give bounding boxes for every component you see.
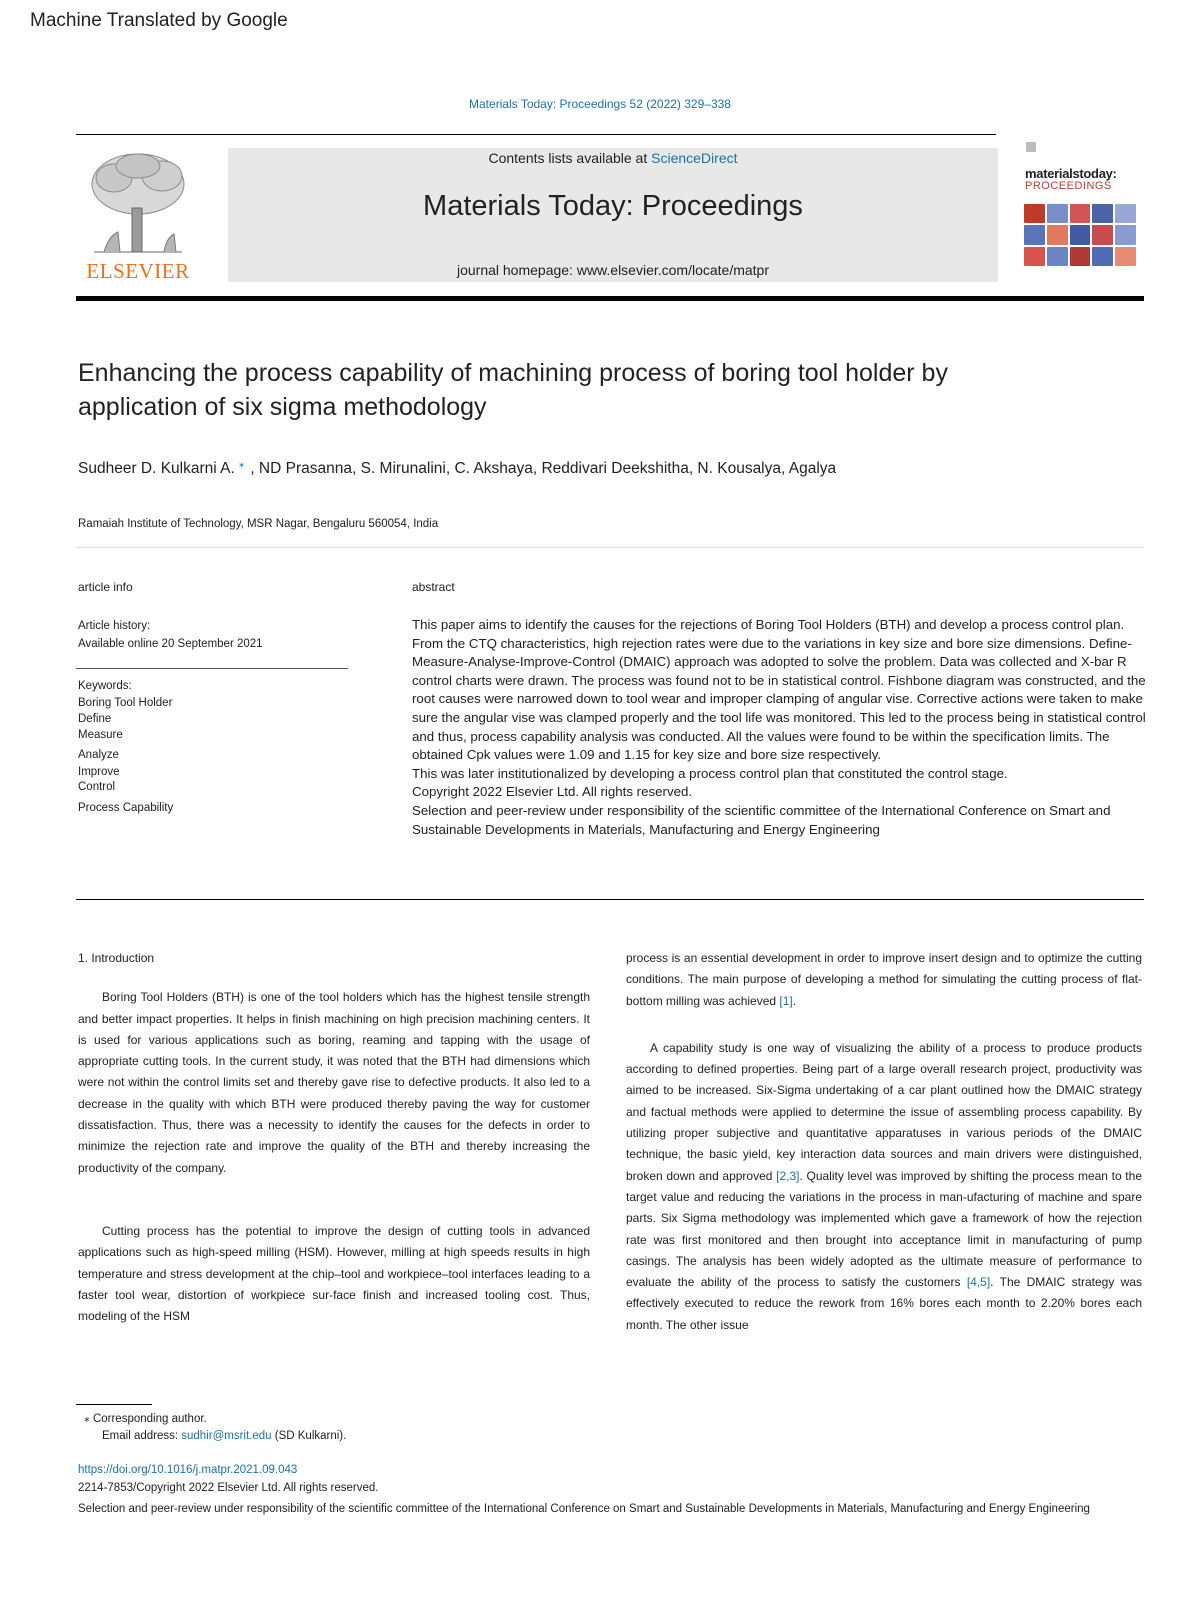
sciencedirect-link[interactable]: ScienceDirect	[651, 150, 738, 166]
journal-header-box	[228, 148, 998, 282]
cover-title: materialstoday:	[1025, 166, 1117, 181]
affiliation: Ramaiah Institute of Technology, MSR Nagar, Bengaluru 560054, India	[78, 518, 439, 530]
keyword: Measure	[78, 729, 123, 741]
article-history-value: Available online 20 September 2021	[78, 638, 263, 650]
article-info-divider	[76, 668, 348, 669]
contents-line	[228, 150, 998, 166]
section-heading: 1. Introduction	[78, 951, 155, 965]
keyword: Define	[78, 713, 112, 725]
cover-tile	[1070, 247, 1091, 266]
body-text: A capability study is one way of visualizing the ability of a process to produce products according to defined properties. Being part of a large overall research project, productivity was aimed to be increased. Six-Sigma undertaking of a car plant outlined how the DMAIC strategy and factual methods were applied to determine the issue of assembling process capability. By utilizing proper subjective and quantitative apparatuses in various periods of the DMAIC technique, the basic yield, key interaction data sources and main drivers were distinguished, broken down and approved	[626, 1040, 1142, 1183]
corresponding-author-mark[interactable]: ⁎	[238, 458, 245, 470]
cover-tile	[1115, 225, 1136, 244]
cover-tile	[1024, 247, 1045, 266]
journal-citation-link[interactable]: Materials Today: Proceedings 52 (2022) 329–338	[469, 97, 731, 111]
email-label: Email address:	[102, 1430, 182, 1442]
body-text: .	[792, 993, 797, 1008]
footnote-rule	[76, 1404, 152, 1405]
abstract-body	[412, 616, 1150, 839]
body-paragraph: Cutting process has the potential to improve the design of cutting tools in advanced applications such as high-speed milling (HSM). However, milling at high speeds results in high temperature and stress development at the chip–tool and workpiece–tool interfaces leading to a faster tool wear, distortion of workpiece sur-face finish and increased tooling cost. Thus, modeling of the HSM	[78, 1223, 590, 1324]
journal-title: Materials Today: Proceedings	[423, 190, 803, 222]
abstract-paragraph: This paper aims to identify the causes for the rejections of Boring Tool Holders (BTH) and develop a process control plan. From the CTQ characteristics, high rejection rates were due to the variations in key size and bore size dimensions. Define-Measure-Analyse-Improve-Control (DMAIC) approach was adopted to solve the problem. Data was collected and X-bar R control charts were drawn. The process was found not to be in statistical control. Fishbone diagram was constructed, and the root causes were narrowed down to tool wear and improper clamping of angular vise. Corrective actions were taken to make sure the angular vise was clamped properly and the tool life was monitored. This led to the process being in statistical control and thus, process capability analysis was conducted. All the values were found to be within the specification limits. The obtained Cpk values were 1.09 and 1.15 for key size and bore size respectively.	[412, 617, 1146, 763]
body-paragraph	[626, 948, 1142, 1012]
cover-tile	[1070, 204, 1091, 223]
cover-tile	[1092, 247, 1113, 266]
corresponding-author-note: ⁎ Corresponding author.	[84, 1413, 207, 1425]
body-text: process is an essential development in order to improve insert design and to optimize the cutting conditions. The main purpose of developing a method for simulating the cutting process of flat-bottom milling was achieved	[626, 951, 1142, 1008]
abstract-divider	[76, 899, 1144, 900]
cover-tile	[1047, 204, 1068, 223]
keyword: Control	[78, 781, 116, 793]
email-suffix: (SD Kulkarni).	[271, 1430, 347, 1442]
keyword: Process Capability	[78, 802, 174, 814]
body-column-left	[78, 948, 590, 1369]
body-text: . Quality level was improved by shifting the process mean to the target value and reducing the variations in the process in man-ufacturing of machine and spare parts. Six Sigma methodology was implemented which gave a framework of how the rejection rate was first monitored and then brought into acceptance limit in manufacturing of pump casings. The analysis has been widely adopted as the ultimate measure of performance to evaluate the ability of the process to satisfy the customers	[626, 1168, 1142, 1290]
header-top-rule	[76, 134, 996, 135]
cover-tile	[1115, 204, 1136, 223]
header-bottom-rule	[76, 296, 1144, 301]
body-paragraph	[626, 1038, 1142, 1336]
cover-mosaic	[1024, 204, 1136, 266]
cover-tile	[1092, 225, 1113, 244]
affiliation-divider	[76, 547, 1144, 548]
cover-tile	[1047, 247, 1068, 266]
keyword: Analyze	[78, 749, 119, 761]
article-history-label: Article history:	[78, 620, 151, 632]
email-link[interactable]: sudhir@msrit.edu	[181, 1430, 272, 1442]
cover-tile	[1047, 225, 1068, 244]
abstract-heading: abstract	[412, 580, 455, 594]
cover-tile	[1024, 225, 1045, 244]
citation-link[interactable]: [4,5]	[966, 1275, 991, 1290]
abstract-copyright: Copyright 2022 Elsevier Ltd. All rights reserved.	[412, 784, 693, 800]
first-author[interactable]: Sudheer D. Kulkarni A.	[78, 460, 235, 478]
body-text: . The DMAIC strategy was effectively executed to reduce the rework from 16% bores each month to 2.20% bores each month. The other issue	[626, 1275, 1142, 1332]
cover-tile	[1115, 247, 1136, 266]
article-info-heading: article info	[78, 580, 133, 594]
citation-link[interactable]: [2,3]	[776, 1168, 800, 1183]
elsevier-tree-icon	[74, 148, 202, 256]
keyword: Boring Tool Holder	[78, 697, 173, 709]
contents-prefix: Contents lists available at	[488, 150, 652, 166]
cover-subtitle: PROCEEDINGS	[1025, 180, 1112, 192]
body-paragraph: Boring Tool Holders (BTH) is one of the tool holders which has the highest tensile strength and better impact properties. It helps in finish machining on high precision machining centers. It is used for various applications such as boring, reaming and tapping with the usage of appropriate cutting tools. In the current study, it was noted that the BTH had dimensions which were not within the control limits set and thereby gave rise to defective products. It also led to a decrease in the quality with which BTH were produced thereby paving the way for customer dissatisfaction. Thus, there was a necessity to identify the causes for the defects in order to minimize the rejection rate and improve the quality of the BTH and thereby increasing the productivity of the company.	[78, 990, 590, 1175]
elsevier-wordmark: ELSEVIER	[86, 259, 190, 283]
article-title: Enhancing the process capability of machining process of boring tool holder by application of six sigma methodology	[78, 359, 948, 421]
cover-tile	[1024, 204, 1045, 223]
elsevier-logo[interactable]	[74, 148, 202, 284]
cover-tile	[1070, 225, 1091, 244]
journal-cover-image[interactable]	[1018, 136, 1144, 282]
other-authors: , ND Prasanna, S. Mirunalini, C. Akshaya, Reddivari Deekshitha, N. Kousalya, Agalya	[250, 460, 837, 478]
footer-selection-note: Selection and peer-review under responsibility of the scientific committee of the International Conference on Smart and Sustainable Developments in Materials, Manufacturing and Energy Engineering	[78, 1503, 1090, 1515]
doi-link[interactable]: https://doi.org/10.1016/j.matpr.2021.09.043	[78, 1464, 298, 1476]
abstract-selection-note: Selection and peer-review under responsibility of the scientific committee of the International Conference on Smart and Sustainable Developments in Materials, Manufacturing and Energy Engineering	[412, 802, 1111, 837]
translation-banner: Machine Translated by Google	[30, 10, 288, 31]
mini-elsevier-icon	[1024, 140, 1038, 154]
citation-link[interactable]: [1]	[779, 993, 793, 1008]
cover-tile	[1092, 204, 1113, 223]
issn-copyright: 2214-7853/Copyright 2022 Elsevier Ltd. All rights reserved.	[78, 1482, 379, 1494]
journal-homepage[interactable]: journal homepage: www.elsevier.com/locate/matpr	[456, 262, 770, 278]
keyword: Improve	[78, 766, 120, 778]
abstract-paragraph: This was later institutionalized by developing a process control plan that constituted the control stage.	[412, 765, 1008, 781]
body-column-right	[626, 948, 1142, 1378]
author-list	[78, 448, 958, 485]
email-line	[102, 1430, 346, 1442]
keywords-label: Keywords:	[78, 680, 132, 692]
